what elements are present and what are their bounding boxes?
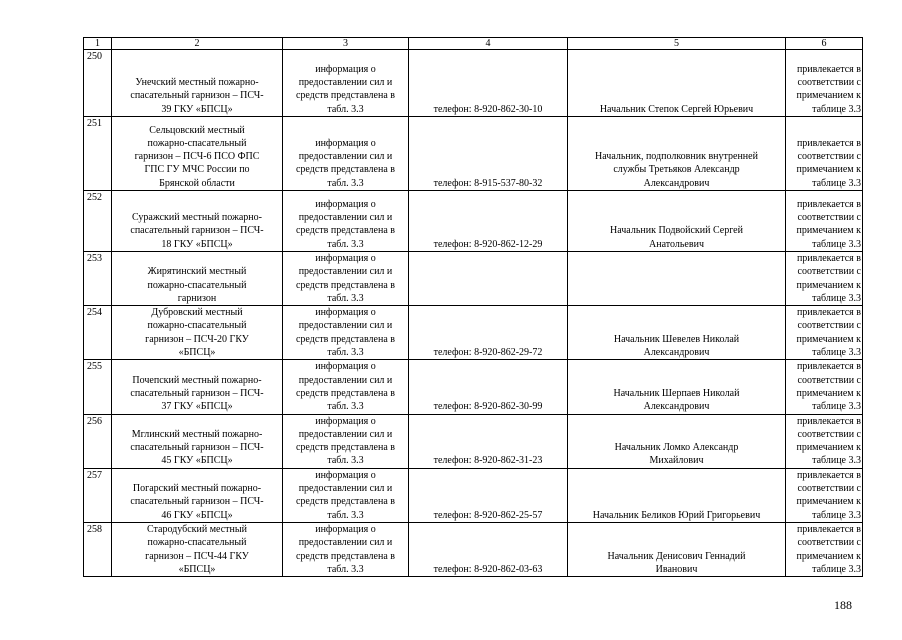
forces-info: информация о предоставлении сил и средств представлена в табл. 3.3 bbox=[283, 252, 409, 306]
column-header: 2 bbox=[112, 38, 283, 50]
phone-contact: телефон: 8-920-862-30-99 bbox=[409, 360, 568, 414]
involvement-note: привлекается в соответствии с примечанием к таблице 3.3 bbox=[786, 117, 863, 191]
involvement-note: привлекается в соответствии с примечанием к таблице 3.3 bbox=[786, 522, 863, 576]
header-row bbox=[84, 38, 863, 50]
garrison-head: Начальник Денисович Геннадий Иванович bbox=[568, 522, 786, 576]
phone-contact: телефон: 8-920-862-29-72 bbox=[409, 306, 568, 360]
row-number: 252 bbox=[84, 191, 112, 252]
table-row bbox=[84, 117, 863, 191]
row-number: 255 bbox=[84, 360, 112, 414]
involvement-note: привлекается в соответствии с примечанием к таблице 3.3 bbox=[786, 360, 863, 414]
garrison-name: Погарский местный пожарно- спасательный гарнизон – ПСЧ- 46 ГКУ «БПСЦ» bbox=[112, 468, 283, 522]
garrison-head: Начальник Степок Сергей Юрьевич bbox=[568, 50, 786, 117]
row-number: 256 bbox=[84, 414, 112, 468]
garrison-name: Мглинский местный пожарно- спасательный гарнизон – ПСЧ- 45 ГКУ «БПСЦ» bbox=[112, 414, 283, 468]
garrison-head: Начальник Подвойский Сергей Анатольевич bbox=[568, 191, 786, 252]
forces-info: информация о предоставлении сил и средств представлена в табл. 3.3 bbox=[283, 117, 409, 191]
table-row bbox=[84, 50, 863, 117]
table-row bbox=[84, 360, 863, 414]
garrison-name: Жирятинский местный пожарно-спасательный гарнизон bbox=[112, 252, 283, 306]
forces-info: информация о предоставлении сил и средств представлена в табл. 3.3 bbox=[283, 191, 409, 252]
forces-info: информация о предоставлении сил и средств представлена в табл. 3.3 bbox=[283, 522, 409, 576]
garrison-head: Начальник, подполковник внутренней службы Третьяков Александр Александрович bbox=[568, 117, 786, 191]
garrison-name: Суражский местный пожарно- спасательный гарнизон – ПСЧ- 18 ГКУ «БПСЦ» bbox=[112, 191, 283, 252]
column-header: 4 bbox=[409, 38, 568, 50]
row-number: 254 bbox=[84, 306, 112, 360]
row-number: 257 bbox=[84, 468, 112, 522]
page-number: 188 bbox=[834, 598, 852, 612]
phone-contact: телефон: 8-920-862-03-63 bbox=[409, 522, 568, 576]
column-header: 6 bbox=[786, 38, 863, 50]
forces-info: информация о предоставлении сил и средств представлена в табл. 3.3 bbox=[283, 414, 409, 468]
garrison-name: Стародубский местный пожарно-спасательный гарнизон – ПСЧ-44 ГКУ «БПСЦ» bbox=[112, 522, 283, 576]
phone-contact: телефон: 8-915-537-80-32 bbox=[409, 117, 568, 191]
table-row bbox=[84, 522, 863, 576]
garrison-head: Начальник Шевелев Николай Александрович bbox=[568, 306, 786, 360]
phone-contact: телефон: 8-920-862-31-23 bbox=[409, 414, 568, 468]
garrison-head: Начальник Беликов Юрий Григорьевич bbox=[568, 468, 786, 522]
column-header: 3 bbox=[283, 38, 409, 50]
garrison-table bbox=[83, 37, 863, 577]
involvement-note: привлекается в соответствии с примечанием к таблице 3.3 bbox=[786, 252, 863, 306]
garrison-head bbox=[568, 252, 786, 306]
row-number: 258 bbox=[84, 522, 112, 576]
forces-info: информация о предоставлении сил и средств представлена в табл. 3.3 bbox=[283, 360, 409, 414]
garrison-head: Начальник Шерпаев Николай Александрович bbox=[568, 360, 786, 414]
garrison-name: Дубровский местный пожарно-спасательный гарнизон – ПСЧ-20 ГКУ «БПСЦ» bbox=[112, 306, 283, 360]
involvement-note: привлекается в соответствии с примечанием к таблице 3.3 bbox=[786, 50, 863, 117]
forces-info: информация о предоставлении сил и средств представлена в табл. 3.3 bbox=[283, 468, 409, 522]
involvement-note: привлекается в соответствии с примечанием к таблице 3.3 bbox=[786, 191, 863, 252]
phone-contact: телефон: 8-920-862-25-57 bbox=[409, 468, 568, 522]
phone-contact bbox=[409, 252, 568, 306]
row-number: 250 bbox=[84, 50, 112, 117]
table-row bbox=[84, 252, 863, 306]
phone-contact: телефон: 8-920-862-12-29 bbox=[409, 191, 568, 252]
row-number: 253 bbox=[84, 252, 112, 306]
involvement-note: привлекается в соответствии с примечанием к таблице 3.3 bbox=[786, 468, 863, 522]
phone-contact: телефон: 8-920-862-30-10 bbox=[409, 50, 568, 117]
garrison-name: Почепский местный пожарно- спасательный гарнизон – ПСЧ- 37 ГКУ «БПСЦ» bbox=[112, 360, 283, 414]
involvement-note: привлекается в соответствии с примечанием к таблице 3.3 bbox=[786, 306, 863, 360]
table-row bbox=[84, 191, 863, 252]
garrison-head: Начальник Ломко Александр Михайлович bbox=[568, 414, 786, 468]
column-header: 5 bbox=[568, 38, 786, 50]
table-row bbox=[84, 306, 863, 360]
garrison-name: Сельцовский местный пожарно-спасательный гарнизон – ПСЧ-6 ПСО ФПС ГПС ГУ МЧС России по Брянской области bbox=[112, 117, 283, 191]
row-number: 251 bbox=[84, 117, 112, 191]
table-row bbox=[84, 414, 863, 468]
forces-info: информация о предоставлении сил и средств представлена в табл. 3.3 bbox=[283, 50, 409, 117]
table-row bbox=[84, 468, 863, 522]
column-header: 1 bbox=[84, 38, 112, 50]
forces-info: информация о предоставлении сил и средств представлена в табл. 3.3 bbox=[283, 306, 409, 360]
involvement-note: привлекается в соответствии с примечанием к таблице 3.3 bbox=[786, 414, 863, 468]
garrison-name: Унечский местный пожарно- спасательный гарнизон – ПСЧ- 39 ГКУ «БПСЦ» bbox=[112, 50, 283, 117]
